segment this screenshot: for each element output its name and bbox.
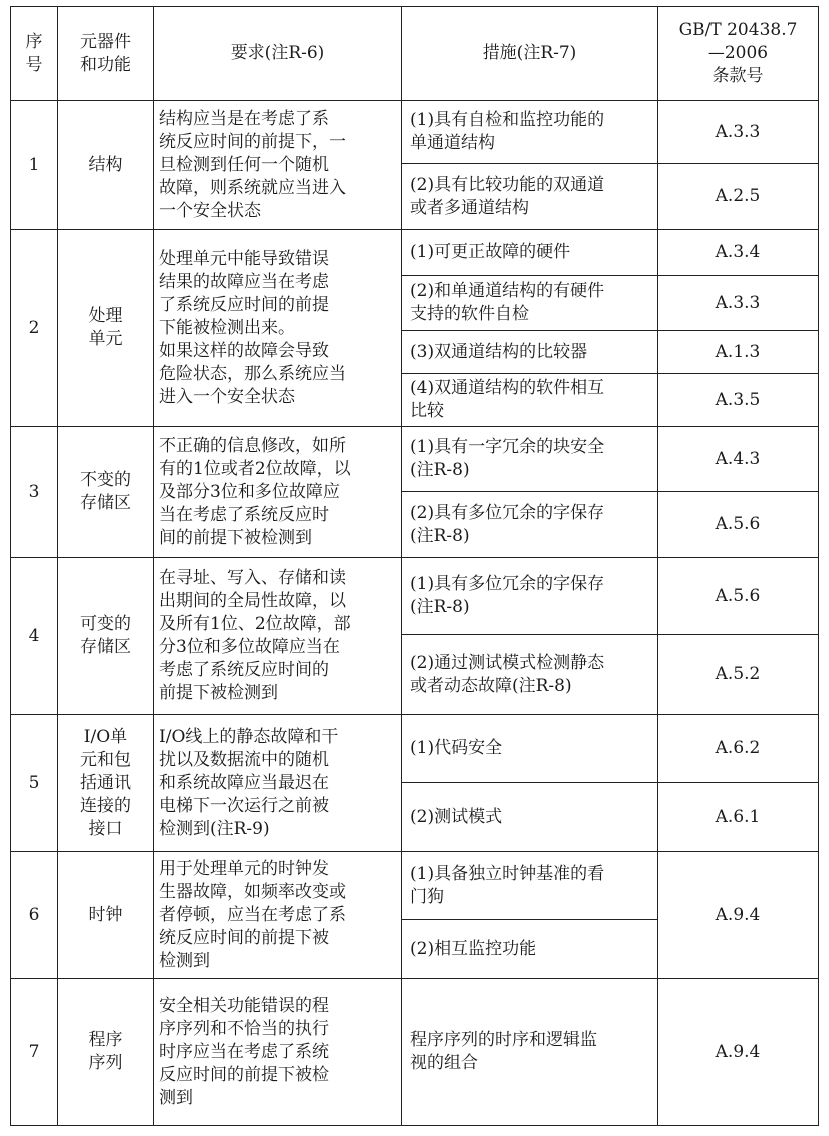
requirement-line: 时序应当在考虑了系统 bbox=[159, 1041, 329, 1062]
clause-cell: A.6.2 bbox=[658, 715, 819, 783]
requirement-line: 测到 bbox=[159, 1087, 193, 1108]
component-cell bbox=[58, 230, 154, 427]
requirement-line: 序序列和不恰当的执行 bbox=[159, 1018, 329, 1039]
component-line: 单元 bbox=[88, 329, 123, 349]
header-measure bbox=[402, 7, 658, 101]
header-measure-text: 措施(注R-7) bbox=[482, 43, 577, 63]
clause-cell: A.5.2 bbox=[658, 635, 819, 715]
component-line: 时钟 bbox=[88, 904, 123, 925]
component-line: 可变的 bbox=[80, 614, 131, 634]
measure-cell bbox=[402, 101, 658, 164]
component-line: 元和包 bbox=[80, 749, 131, 770]
measure-line: (1)具有多位冗余的字保存 bbox=[410, 574, 605, 594]
requirement-line: 一个安全状态 bbox=[159, 200, 261, 221]
measure-line: (1)具有自检和监控功能的 bbox=[410, 110, 605, 130]
measure-cell bbox=[402, 276, 658, 331]
component-line: 连接的 bbox=[80, 795, 131, 816]
requirement-line: 及部分3位和多位故障应 bbox=[159, 481, 340, 502]
requirement-line: 有的1位或者2位故障，以 bbox=[159, 458, 351, 479]
requirement-line: 检测到(注R-9) bbox=[159, 818, 270, 839]
table-body bbox=[11, 101, 819, 1126]
component-line: 不变的 bbox=[80, 470, 131, 490]
component-line: 序列 bbox=[88, 1053, 123, 1073]
table-row bbox=[11, 427, 819, 492]
requirement-line: 统反应时间的前提下被 bbox=[159, 927, 329, 948]
row-number-cell: 5 bbox=[11, 715, 58, 852]
measure-line: (4)双通道结构的软件相互 bbox=[410, 378, 605, 398]
measure-line: 比较 bbox=[410, 401, 444, 421]
component-line: 处理 bbox=[88, 306, 123, 326]
clause-cell: A.4.3 bbox=[658, 427, 819, 492]
requirement-line: 及所有1位、2位故障，部 bbox=[159, 614, 351, 634]
row-number-cell: 1 bbox=[11, 101, 58, 230]
header-component-line-2: 和功能 bbox=[80, 54, 131, 75]
component-cell bbox=[58, 979, 154, 1126]
requirement-cell bbox=[154, 101, 402, 230]
requirement-line: 故障，则系统就应当进入 bbox=[159, 177, 346, 198]
clause-cell: A.5.6 bbox=[658, 558, 819, 635]
requirement-line: 前提下被检测到 bbox=[159, 683, 278, 703]
requirement-line: 扰以及数据流中的随机 bbox=[159, 749, 329, 770]
measure-line: (注R-8) bbox=[410, 525, 470, 546]
requirement-line: I/O线上的静态故障和干 bbox=[159, 726, 339, 747]
requirement-line: 出期间的全局性故障，以 bbox=[159, 591, 346, 611]
measure-line: 或者动态故障(注R-8) bbox=[410, 675, 572, 696]
table-row bbox=[11, 852, 819, 920]
header-requirement bbox=[154, 7, 402, 101]
component-line: 结构 bbox=[88, 154, 123, 175]
requirement-line: 旦检测到任何一个随机 bbox=[159, 154, 329, 175]
requirement-line: 当在考虑了系统反应时 bbox=[159, 504, 329, 525]
row-number-cell: 7 bbox=[11, 979, 58, 1126]
measure-cell bbox=[402, 374, 658, 427]
requirement-line: 结果的故障应当在考虑 bbox=[159, 271, 329, 292]
measure-line: (2)和单通道结构的有硬件 bbox=[410, 281, 605, 301]
table-row bbox=[11, 979, 819, 1126]
component-line: 程序 bbox=[88, 1030, 123, 1050]
measure-line: (1)可更正故障的硬件 bbox=[410, 242, 571, 262]
requirement-cell bbox=[154, 230, 402, 427]
requirement-line: 危险状态，那么系统应当 bbox=[159, 363, 346, 384]
component-cell bbox=[58, 558, 154, 715]
header-requirement-text: 要求(注R-6) bbox=[230, 43, 325, 63]
measure-line: (2)通过测试模式检测静态 bbox=[410, 652, 605, 673]
measure-line: (3)双通道结构的比较器 bbox=[410, 341, 588, 362]
table-row bbox=[11, 715, 819, 783]
measure-cell bbox=[402, 635, 658, 715]
header-clause-line-1: GB/T 20438.7 bbox=[678, 20, 798, 40]
row-number-cell: 6 bbox=[11, 852, 58, 979]
requirement-line: 安全相关功能错误的程 bbox=[159, 995, 329, 1016]
requirement-line: 用于处理单元的时钟发 bbox=[159, 858, 329, 879]
requirement-cell bbox=[154, 979, 402, 1126]
requirement-line: 检测到 bbox=[159, 950, 210, 971]
safety-measures-table bbox=[10, 6, 819, 1126]
header-clause-line-3: 条款号 bbox=[712, 66, 764, 86]
measure-line: (2)具有比较功能的双通道 bbox=[410, 174, 605, 195]
measure-cell bbox=[402, 920, 658, 979]
table-row bbox=[11, 230, 819, 276]
clause-cell: A.3.5 bbox=[658, 374, 819, 427]
measure-line: (2)测试模式 bbox=[410, 806, 503, 827]
header-component-line-1: 元器件 bbox=[80, 31, 131, 52]
measure-cell bbox=[402, 715, 658, 783]
header-number-line-1: 序 bbox=[25, 31, 43, 52]
measure-line: (1)具备独立时钟基准的看 bbox=[410, 863, 605, 884]
measure-cell bbox=[402, 852, 658, 920]
clause-cell: A.6.1 bbox=[658, 783, 819, 852]
measure-cell bbox=[402, 331, 658, 374]
requirement-line: 在寻址、写入、存储和读 bbox=[159, 568, 346, 588]
clause-cell: A.3.3 bbox=[658, 276, 819, 331]
requirement-cell bbox=[154, 427, 402, 558]
requirement-line: 处理单元中能导致错误 bbox=[159, 248, 329, 269]
requirement-line: 了系统反应时间的前提 bbox=[159, 294, 329, 315]
component-line: I/O单 bbox=[83, 726, 128, 747]
component-line: 存储区 bbox=[80, 637, 131, 657]
table-row bbox=[11, 101, 819, 164]
measure-cell bbox=[402, 558, 658, 635]
component-cell bbox=[58, 427, 154, 558]
measure-cell bbox=[402, 164, 658, 230]
clause-cell: A.3.4 bbox=[658, 230, 819, 276]
requirement-line: 下能被检测出来。 bbox=[159, 317, 295, 338]
requirement-line: 电梯下一次运行之前被 bbox=[159, 795, 329, 816]
header-clause-line-2: —2006 bbox=[707, 43, 769, 63]
measure-line: 门狗 bbox=[410, 886, 444, 907]
requirement-line: 分3位和多位故障应当在 bbox=[159, 637, 340, 657]
requirement-line: 生器故障，如频率改变或 bbox=[159, 881, 346, 902]
measure-line: 程序序列的时序和逻辑监 bbox=[410, 1030, 597, 1050]
measure-line: 视的组合 bbox=[410, 1053, 478, 1073]
measure-cell bbox=[402, 783, 658, 852]
measure-line: (2)相互监控功能 bbox=[410, 938, 537, 959]
requirement-cell bbox=[154, 852, 402, 979]
component-line: 存储区 bbox=[80, 493, 131, 513]
requirement-cell bbox=[154, 558, 402, 715]
header-number bbox=[11, 7, 58, 101]
component-cell bbox=[58, 101, 154, 230]
measure-cell bbox=[402, 979, 658, 1126]
measure-line: (注R-8) bbox=[410, 460, 470, 480]
clause-cell: A.1.3 bbox=[658, 331, 819, 374]
measure-cell bbox=[402, 427, 658, 492]
component-cell bbox=[58, 852, 154, 979]
measure-line: 单通道结构 bbox=[410, 133, 495, 153]
component-line: 括通讯 bbox=[80, 772, 131, 793]
measure-line: 或者多通道结构 bbox=[410, 197, 529, 218]
table-row bbox=[11, 558, 819, 635]
measure-line: (2)具有多位冗余的字保存 bbox=[410, 502, 605, 523]
clause-cell: A.2.5 bbox=[658, 164, 819, 230]
requirement-line: 进入一个安全状态 bbox=[159, 386, 295, 407]
measure-cell bbox=[402, 492, 658, 558]
clause-cell: A.3.3 bbox=[658, 101, 819, 164]
clause-cell: A.5.6 bbox=[658, 492, 819, 558]
measure-line: (1)代码安全 bbox=[410, 738, 503, 758]
requirement-line: 间的前提下被检测到 bbox=[159, 527, 312, 548]
requirement-line: 统反应时间的前提下，一 bbox=[159, 131, 346, 152]
requirement-line: 反应时间的前提下被检 bbox=[159, 1064, 329, 1085]
requirement-line: 不正确的信息修改，如所 bbox=[159, 435, 346, 456]
row-number-cell: 2 bbox=[11, 230, 58, 427]
row-number-cell: 4 bbox=[11, 558, 58, 715]
requirement-line: 考虑了系统反应时间的 bbox=[159, 660, 329, 680]
component-cell bbox=[58, 715, 154, 852]
clause-cell: A.9.4 bbox=[658, 852, 819, 979]
requirement-line: 者停顿，应当在考虑了系 bbox=[159, 904, 346, 925]
header-number-line-2: 号 bbox=[25, 54, 43, 75]
header-clause bbox=[658, 7, 819, 101]
measure-line: (1)具有一字冗余的块安全 bbox=[410, 437, 605, 457]
measure-line: 支持的软件自检 bbox=[410, 304, 529, 324]
requirement-line: 结构应当是在考虑了系 bbox=[159, 108, 329, 129]
standard-table-container bbox=[10, 6, 819, 1126]
measure-cell bbox=[402, 230, 658, 276]
row-number-cell: 3 bbox=[11, 427, 58, 558]
requirement-cell bbox=[154, 715, 402, 852]
requirement-line: 如果这样的故障会导致 bbox=[159, 340, 329, 361]
component-line: 接口 bbox=[88, 818, 123, 839]
header-row bbox=[11, 7, 819, 101]
header-component bbox=[58, 7, 154, 101]
clause-cell: A.9.4 bbox=[658, 979, 819, 1126]
measure-line: (注R-8) bbox=[410, 597, 470, 617]
requirement-line: 和系统故障应当最迟在 bbox=[159, 772, 329, 793]
